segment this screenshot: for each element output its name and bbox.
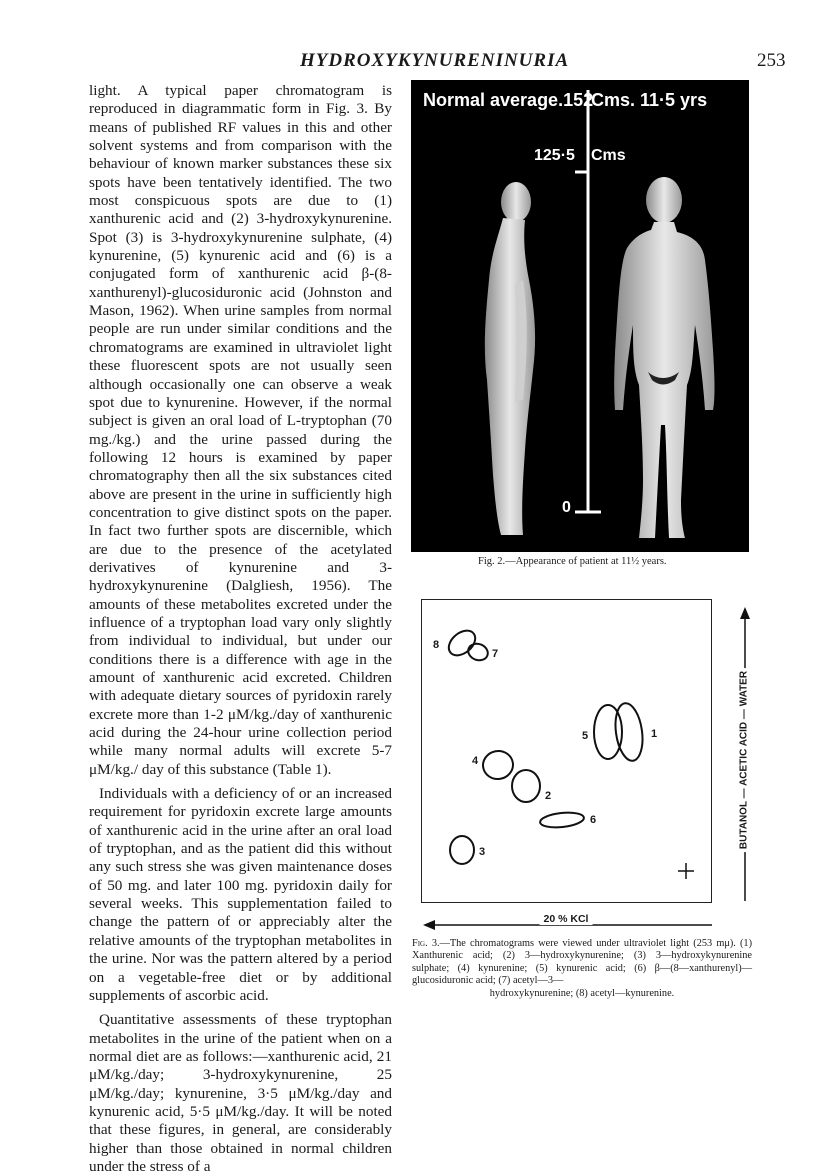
patient-photograph (411, 80, 749, 552)
origin-cross (678, 863, 694, 879)
body-text-column (89, 82, 392, 1176)
figure-3-caption (412, 938, 752, 1000)
chromatogram-spots (422, 600, 710, 901)
paragraph-3: Quantitative assessments of these tryptophan metabolites in the urine of the patient when on a normal diet are as follows:—xanthurenic acid, 21 μM/kg./day; 3-hydroxykynurenine, 25 μM/kg./day; kynurenine, 3·5 μM/kg./day and kynurenic acid, 5·5 μM/kg./day. It will be noted that these figures, in general, are considerably higher than those obtained in normal children under the stress of a (89, 1011, 392, 1175)
spot-label-6: 6 (590, 814, 597, 826)
patient-height-value: 125·5 (534, 147, 575, 164)
figure-3-caption-lead: Fig. 3. (412, 938, 440, 949)
patient-height-unit: Cms (591, 147, 626, 164)
spot-2 (512, 770, 540, 802)
normal-average-label: Normal average.152 (423, 90, 594, 110)
figure-3-caption-last-line: hydroxykynurenine; (8) acetyl—kynurenine. (489, 987, 675, 999)
paragraph-1: light. A typical paper chromatogram is reproduced in diagrammatic form in Fig. 3. By means of published RF values in this and other solvent systems and from comparison with the behaviour of known marker substances these six spots have been tentatively identified. The two most conspicuous spots are due to (1) xanthurenic acid and (2) 3-hydroxykynurenine. Spot (3) is 3-hydroxykynurenine sulphate, (4) kynurenine, (5) kynurenic acid and (6) is a conjugated form of xanthurenic acid β-(8-xanthurenyl)-glucosiduronic acid (Johnston and Mason, 1962). When urine samples from normal people are run under similar conditions and the chromatograms are examined in ultraviolet light these fluorescent spots are not usually seen although occasionally one can observe a weak spot due to kynurenine. However, if the normal subject is given an oral load of L-tryptophan (70 mg./kg.) and the urine passed during the following 12 hours is examined by paper chromatography then all the six substances cited above are present in the urine in sufficiently high concentration to give distinct spots on the paper. In fact two further spots are discernible, which are due to the presence of the acetylated derivatives of kynurenine and 3-hydroxykynurenine (Dalgliesh, 1956). The amounts of these metabolites excreted under the influence of a tryptophan load vary only slightly from individual to individual, but under our conditions there is a difference with age in the amount of xanthurenic acid excreted. Children with adequate dietary sources of pyridoxin rarely excrete more than 1-2 μM/kg./day of xanthurenic acid during the 24-hour urine collection period while many normal adults will excrete 5-7 μM/kg./ day of this substance (Table 1). (89, 82, 392, 778)
spot-7 (466, 641, 490, 663)
spot-3 (450, 836, 474, 864)
spot-6 (539, 811, 584, 830)
page-number: 253 (757, 50, 786, 71)
frontal-figure (614, 177, 714, 538)
age-label: Cms. 11·5 yrs (591, 90, 708, 110)
spot-label-2: 2 (545, 790, 552, 802)
paragraph-2: Individuals with a deficiency of or an increased requirement for pyridoxin excrete large amounts of xanthurenic acid in the urine after an oral load of tryptophan, and as the patient did this without any such stress she was given maintenance doses of 50 mg. and later 100 mg. pyridoxin daily for several weeks. This supplementation failed to change the pattern of or appreciably alter the relative amounts of the tryptophan metabolites in the urine. Nor was the pattern altered by a period on a vegetable-free diet or by additional supplements of ascorbic acid. (89, 785, 392, 1004)
spot-label-3: 3 (479, 846, 486, 858)
figure-2-caption: Fig. 2.—Appearance of patient at 11½ years. (478, 556, 667, 567)
spot-label-8: 8 (433, 639, 440, 651)
solvent-axis-label: BUTANOL — ACETIC ACID — WATER (739, 668, 750, 852)
running-header: HYDROXYKYNURENINURIA (300, 50, 570, 71)
spot-label-4: 4 (472, 755, 479, 767)
figure-3-caption-text: —The chromatograms were viewed under ultraviolet light (253 mμ). (1) Xanthurenic acid; (2) 3—hydroxykynurenine; (3) 3—hydroxykynurenine sulphate; (4) kynurenine; (5) kynurenic acid; (6) β—(8—xanthurenyl)—glucosiduronic acid; (7) acetyl—3— (412, 938, 752, 987)
profile-figure (485, 182, 535, 535)
scale-zero-label: 0 (562, 499, 571, 516)
spot-label-1: 1 (651, 728, 658, 740)
spot-4 (481, 749, 515, 782)
kcl-axis-label: 20 % KCl (540, 913, 593, 925)
chromatogram-diagram (421, 599, 712, 903)
spot-label-7: 7 (492, 648, 499, 660)
spot-label-5: 5 (582, 730, 589, 742)
patient-silhouettes (411, 80, 749, 552)
